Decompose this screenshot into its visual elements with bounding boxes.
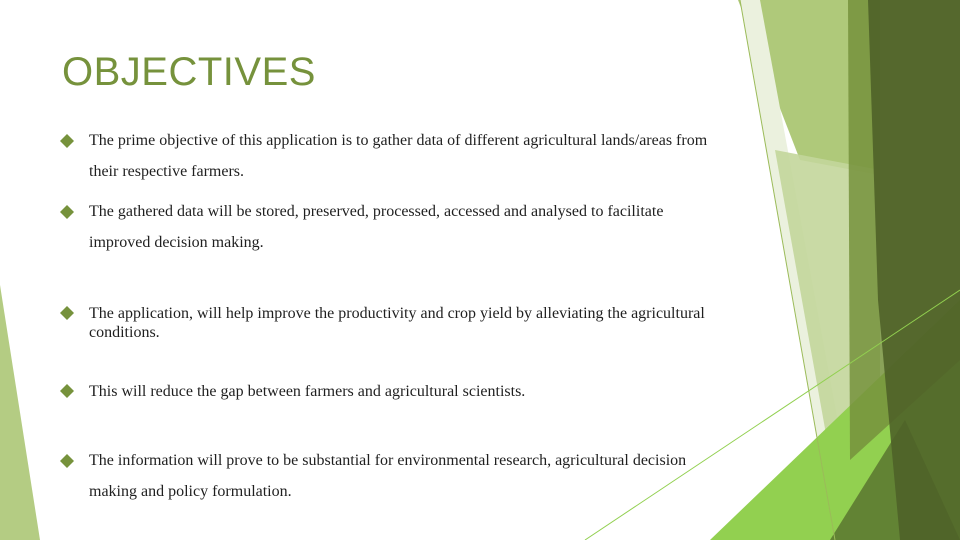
bullet-text: The application, will help improve the productivity and crop yield by alleviating the agricultural conditions. (89, 305, 705, 341)
bullet-item (60, 203, 710, 258)
bullet-item (60, 452, 710, 507)
bullet-item (60, 132, 710, 187)
bullet-text: This will reduce the gap between farmers and agricultural scientists. (89, 383, 526, 400)
bullet-item (60, 304, 710, 342)
bullet-text: The prime objective of this application is to gather data of different agricultural lands/areas from their respective farmers. (89, 132, 708, 180)
bullet-text: The gathered data will be stored, preserved, processed, accessed and analysed to facilitate improved decision making. (89, 203, 664, 251)
diamond-icon (60, 134, 74, 148)
diamond-icon (60, 454, 74, 468)
diamond-icon (60, 306, 74, 320)
bullet-text: The information will prove to be substantial for environmental research, agricultural decision making and policy formulation. (89, 452, 687, 500)
slide-title: OBJECTIVES (62, 50, 316, 94)
bullet-item (60, 382, 710, 401)
diamond-icon (60, 205, 74, 219)
diamond-icon (60, 384, 74, 398)
